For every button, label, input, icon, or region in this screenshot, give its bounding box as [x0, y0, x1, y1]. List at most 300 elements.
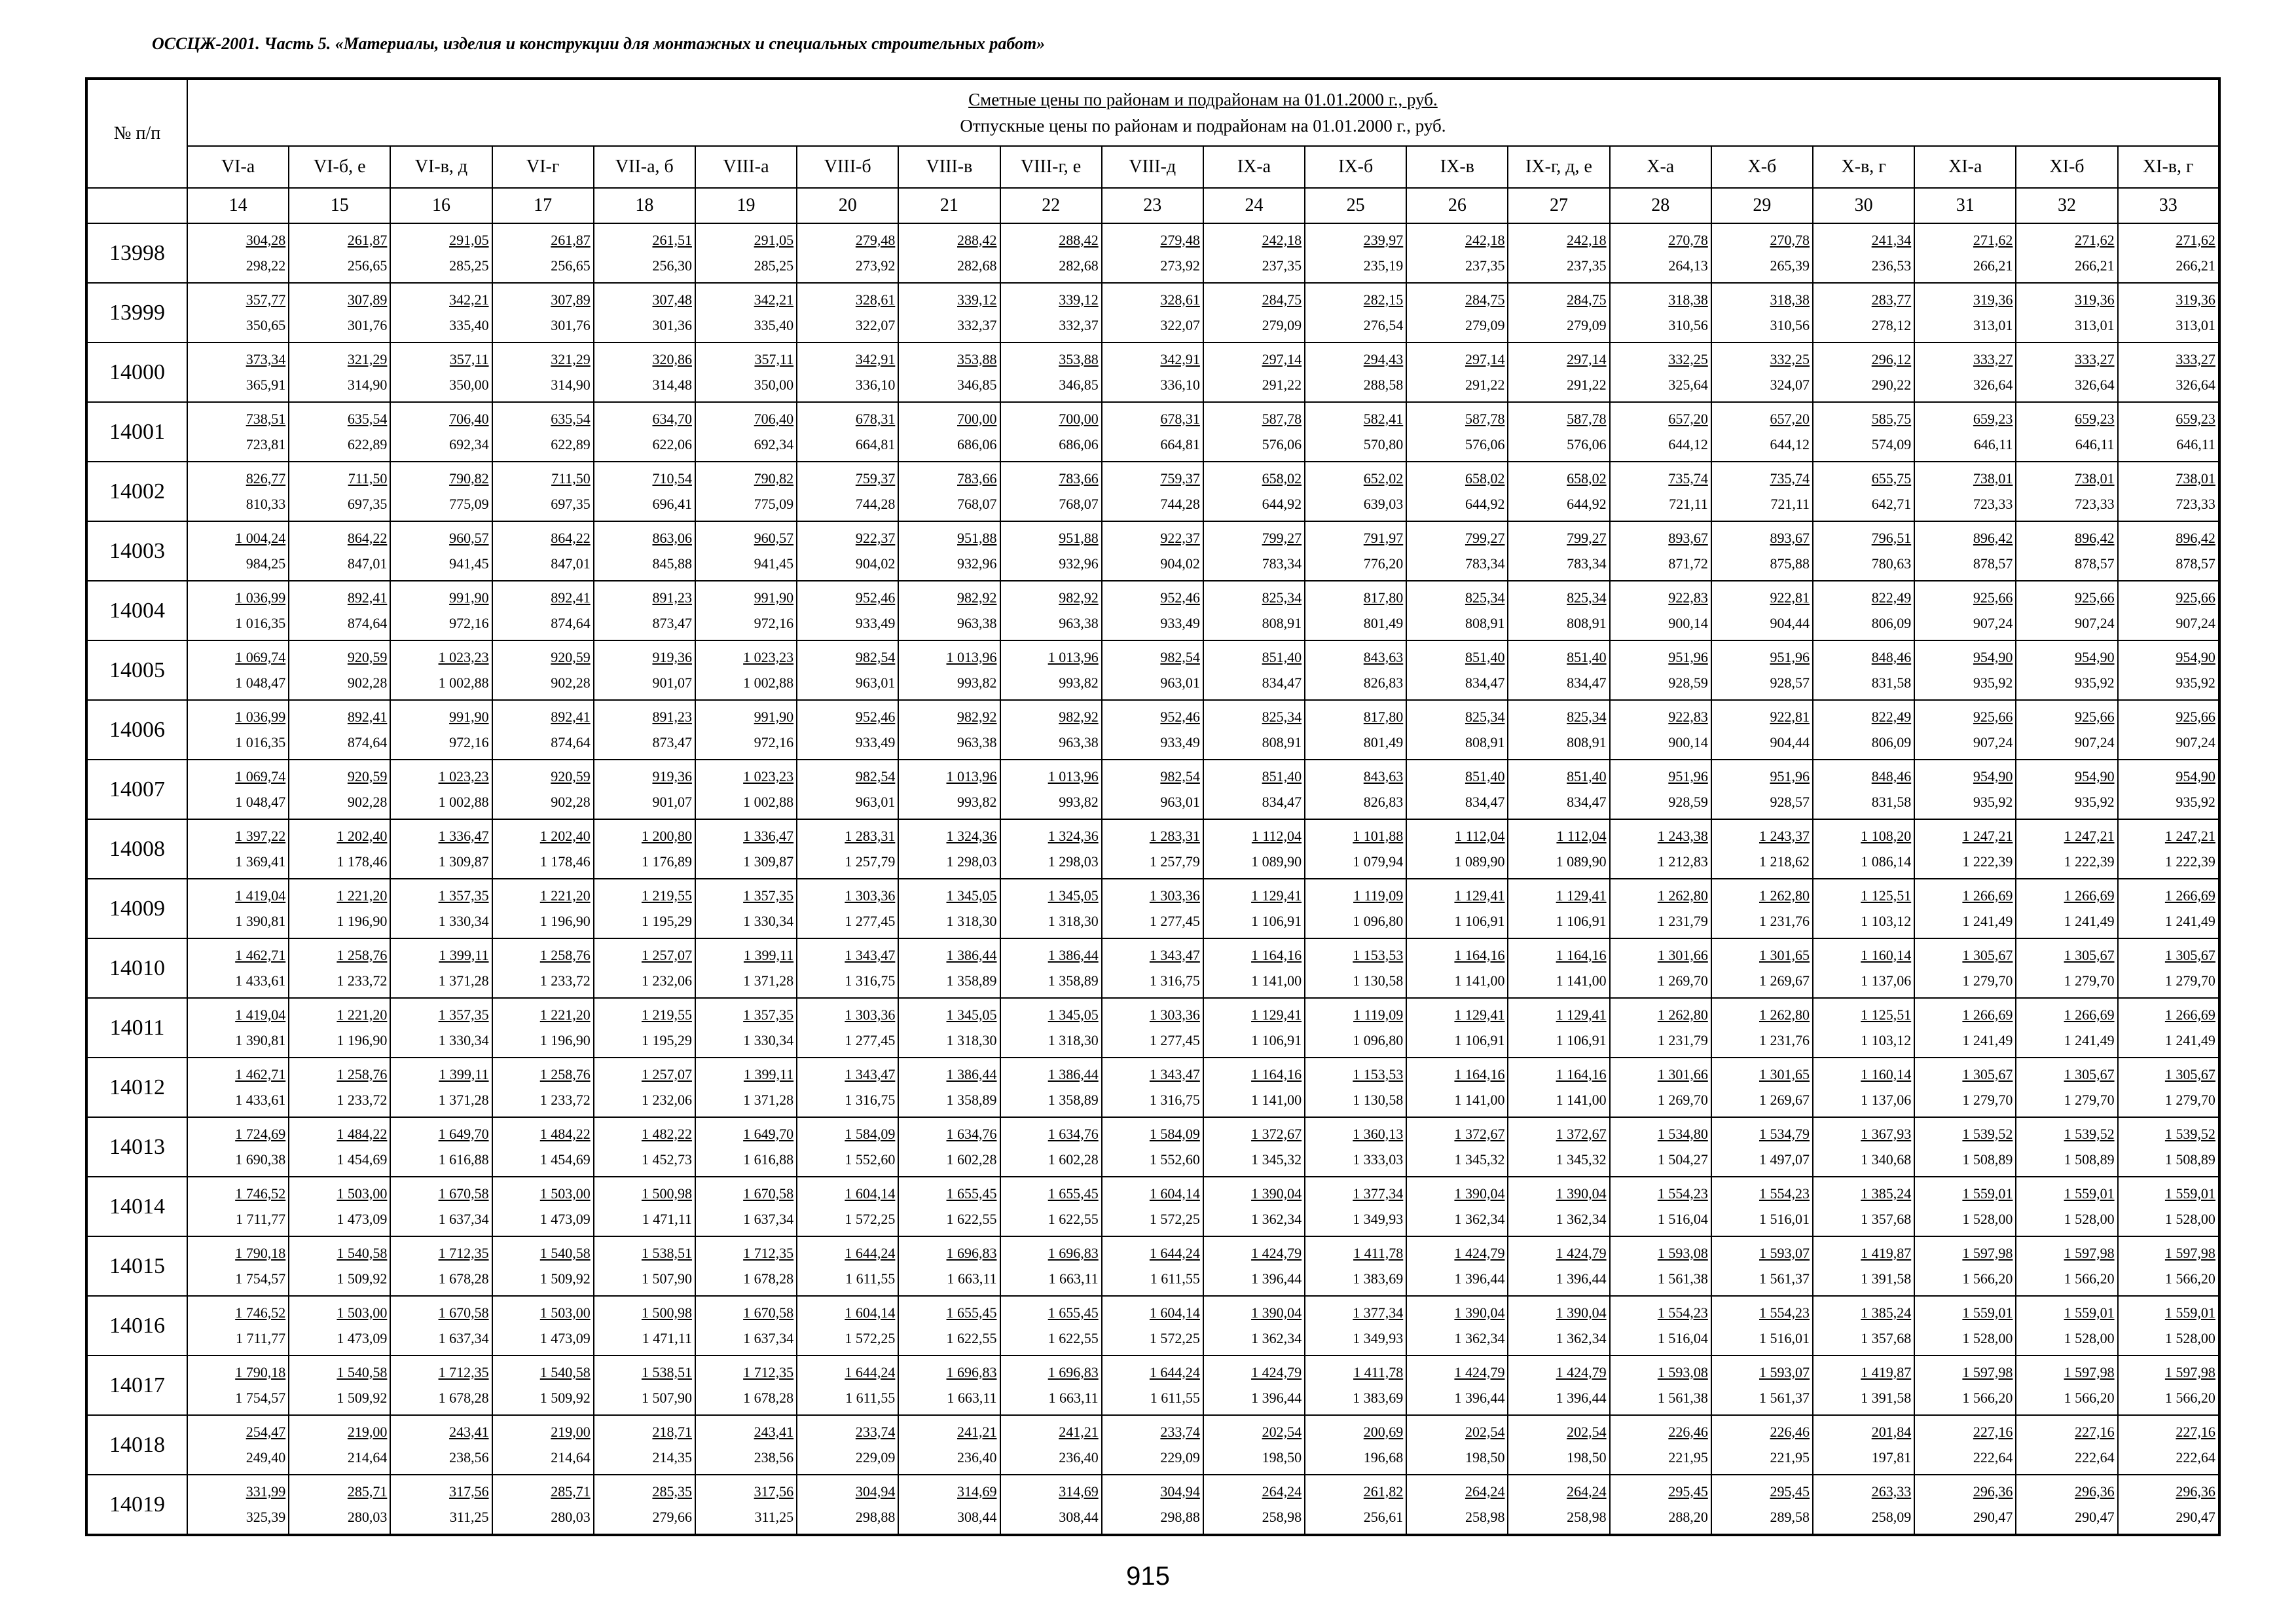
estimate-price: 1 534,80: [1657, 1125, 1708, 1142]
estimate-price: 1 372,67: [1556, 1125, 1607, 1142]
column-number: 16: [390, 188, 492, 223]
release-price: 721,11: [1669, 495, 1708, 512]
price-cell: [1305, 462, 1406, 521]
price-cell: [1610, 521, 1711, 581]
price-cell: [1305, 700, 1406, 760]
release-price: 686,06: [1059, 435, 1099, 452]
release-price: 282,68: [957, 257, 997, 274]
price-table: [85, 77, 2221, 1536]
release-price: 1 566,20: [2064, 1270, 2115, 1287]
estimate-price: 1 411,78: [1353, 1363, 1404, 1380]
release-price: 290,22: [1871, 376, 1912, 393]
price-cell: [1406, 1058, 1508, 1117]
estimate-price: 1 534,79: [1759, 1125, 1810, 1142]
estimate-price: 261,82: [1363, 1483, 1404, 1500]
price-cell: [1914, 1356, 2016, 1415]
price-cell: [1406, 223, 1508, 283]
estimate-price: 1 023,23: [743, 648, 794, 665]
release-price: 871,72: [1668, 555, 1708, 572]
release-price: 972,16: [754, 733, 794, 750]
price-cell: [898, 402, 1000, 462]
estimate-price: 1 385,24: [1861, 1185, 1912, 1202]
price-cell: [1610, 581, 1711, 640]
estimate-price: 1 258,76: [539, 1065, 591, 1082]
estimate-price: 1 266,69: [2164, 887, 2215, 904]
estimate-price: 1 424,79: [1251, 1244, 1302, 1261]
estimate-price: 1 125,51: [1861, 1006, 1912, 1023]
price-cell: [1711, 1117, 1813, 1177]
price-cell: [1203, 819, 1305, 879]
estimate-price: 295,45: [1770, 1483, 1810, 1500]
release-price: 1 106,91: [1556, 912, 1607, 929]
release-price: 780,63: [1871, 555, 1912, 572]
release-price: 1 362,34: [1251, 1210, 1302, 1227]
release-price: 1 371,28: [743, 972, 794, 989]
price-cell: [594, 879, 695, 938]
price-cell: [1203, 342, 1305, 402]
price-cell: [594, 521, 695, 581]
release-price: 236,40: [1059, 1449, 1099, 1466]
region-header: X-в, г: [1813, 146, 1914, 188]
release-price: 1 362,34: [1251, 1329, 1302, 1346]
estimate-price: 1 247,21: [2164, 827, 2215, 844]
estimate-price: 1 696,83: [946, 1363, 997, 1380]
release-price: 1 222,39: [2164, 853, 2215, 870]
release-price: 1 279,70: [2064, 972, 2115, 989]
price-cell: [492, 640, 594, 700]
row-id: 14012: [86, 1058, 187, 1117]
price-cell: [1203, 223, 1305, 283]
price-cell: [1610, 1296, 1711, 1356]
estimate-price: 1 243,37: [1759, 827, 1810, 844]
price-cell: [594, 760, 695, 819]
price-cell: [289, 1356, 390, 1415]
price-cell: [1305, 938, 1406, 998]
estimate-price: 1 604,14: [1149, 1304, 1200, 1321]
estimate-price: 317,56: [449, 1483, 489, 1500]
release-price: 1 497,07: [1759, 1151, 1810, 1168]
estimate-price: 285,71: [347, 1483, 388, 1500]
release-price: 332,37: [957, 316, 997, 333]
price-cell: [1203, 1415, 1305, 1475]
estimate-price: 1 584,09: [1149, 1125, 1200, 1142]
release-price: 1 089,90: [1454, 853, 1505, 870]
estimate-price: 1 554,23: [1657, 1185, 1708, 1202]
release-price: 313,01: [2075, 316, 2115, 333]
estimate-price: 1 036,99: [235, 589, 286, 606]
release-price: 282,68: [1059, 257, 1099, 274]
estimate-price: 1 112,04: [1455, 827, 1505, 844]
release-price: 1 316,75: [845, 972, 896, 989]
estimate-price: 227,16: [2075, 1423, 2115, 1440]
price-cell: [187, 819, 289, 879]
estimate-price: 201,84: [1871, 1423, 1912, 1440]
estimate-price: 284,75: [1465, 291, 1505, 308]
price-cell: [1203, 760, 1305, 819]
estimate-price: 1 336,47: [438, 827, 489, 844]
price-cell: [695, 1117, 797, 1177]
estimate-price: 1 554,23: [1759, 1304, 1810, 1321]
estimate-price: 233,74: [855, 1423, 896, 1440]
price-cell: [695, 1415, 797, 1475]
price-cell: [797, 1117, 898, 1177]
estimate-price: 1 266,69: [1962, 887, 2013, 904]
estimate-price: 304,28: [246, 231, 286, 248]
estimate-price: 339,12: [957, 291, 997, 308]
estimate-price: 1 540,58: [539, 1244, 591, 1261]
price-cell: [1508, 1236, 1609, 1296]
price-cell: [1610, 1475, 1711, 1535]
price-cell: [1000, 879, 1102, 938]
price-cell: [1203, 1177, 1305, 1236]
estimate-price: 1 386,44: [1048, 1065, 1099, 1082]
release-price: 1 454,69: [337, 1151, 388, 1168]
price-cell: [898, 1475, 1000, 1535]
price-cell: [187, 640, 289, 700]
price-cell: [695, 819, 797, 879]
price-cell: [594, 1356, 695, 1415]
release-price: 847,01: [551, 555, 591, 572]
release-price: 847,01: [347, 555, 388, 572]
estimate-price: 321,29: [551, 350, 591, 367]
release-price: 229,09: [1160, 1449, 1200, 1466]
region-header: VIII-г, е: [1000, 146, 1102, 188]
price-cell: [797, 700, 898, 760]
release-price: 1 257,79: [845, 853, 896, 870]
release-price: 935,92: [2176, 793, 2215, 810]
release-price: 874,64: [551, 733, 591, 750]
release-price: 1 358,89: [1048, 1091, 1099, 1108]
price-cell: [187, 938, 289, 998]
column-number: 15: [289, 188, 390, 223]
release-price: 1 358,89: [1048, 972, 1099, 989]
release-price: 288,20: [1668, 1508, 1708, 1525]
release-price: 639,03: [1363, 495, 1404, 512]
estimate-price: 202,54: [1567, 1423, 1607, 1440]
table-title: [187, 79, 2219, 146]
estimate-price: 952,46: [855, 708, 896, 725]
price-cell: [594, 1296, 695, 1356]
estimate-price: 1 385,24: [1861, 1304, 1912, 1321]
price-cell: [492, 819, 594, 879]
estimate-price: 1 013,96: [1048, 767, 1099, 784]
price-cell: [492, 223, 594, 283]
price-cell: [898, 1356, 1000, 1415]
price-cell: [1508, 283, 1609, 342]
price-cell: [695, 1356, 797, 1415]
estimate-price: 1 649,70: [438, 1125, 489, 1142]
estimate-price: 1 503,00: [337, 1304, 388, 1321]
estimate-price: 1 257,07: [641, 1065, 692, 1082]
estimate-price: 1 649,70: [743, 1125, 794, 1142]
price-cell: [390, 223, 492, 283]
table-row: [86, 938, 2219, 998]
estimate-price: 738,01: [2176, 470, 2215, 487]
header-row-regions: [86, 146, 2219, 188]
release-price: 350,00: [449, 376, 489, 393]
row-id: 14013: [86, 1117, 187, 1177]
estimate-price: 1 221,20: [337, 1006, 388, 1023]
estimate-price: 1 559,01: [1962, 1185, 2013, 1202]
estimate-price: 1 399,11: [743, 1065, 794, 1082]
estimate-price: 735,74: [1770, 470, 1810, 487]
price-cell: [695, 1236, 797, 1296]
release-price: 1 340,68: [1861, 1151, 1912, 1168]
price-cell: [492, 1236, 594, 1296]
release-price: 1 330,34: [438, 912, 489, 929]
price-cell: [695, 342, 797, 402]
estimate-price: 678,31: [855, 410, 896, 427]
table-row: [86, 342, 2219, 402]
estimate-price: 261,51: [652, 231, 692, 248]
release-price: 1 318,30: [1048, 1031, 1099, 1048]
price-cell: [1914, 1117, 2016, 1177]
price-cell: [187, 879, 289, 938]
table-row: [86, 1177, 2219, 1236]
estimate-price: 678,31: [1160, 410, 1200, 427]
release-price: 972,16: [449, 614, 489, 631]
price-cell: [1508, 1296, 1609, 1356]
estimate-price: 1 372,67: [1454, 1125, 1505, 1142]
release-price: 298,88: [855, 1508, 896, 1525]
price-cell: [1102, 998, 1203, 1058]
price-cell: [1813, 402, 1914, 462]
price-cell: [1102, 1296, 1203, 1356]
estimate-price: 1 305,67: [2164, 946, 2215, 963]
release-price: 984,25: [246, 555, 286, 572]
estimate-price: 991,90: [754, 589, 794, 606]
price-cell: [898, 1177, 1000, 1236]
release-price: 1 678,28: [438, 1270, 489, 1287]
release-price: 1 566,20: [1962, 1270, 2013, 1287]
release-price: 1 516,01: [1759, 1329, 1810, 1346]
price-cell: [1102, 640, 1203, 700]
release-price: 646,11: [2176, 435, 2215, 452]
price-cell: [797, 1236, 898, 1296]
price-cell: [289, 521, 390, 581]
price-cell: [1610, 1356, 1711, 1415]
price-cell: [289, 938, 390, 998]
estimate-price: 759,37: [855, 470, 896, 487]
price-cell: [1508, 581, 1609, 640]
release-price: 310,56: [1770, 316, 1810, 333]
estimate-price: 1 377,34: [1353, 1304, 1404, 1321]
estimate-price: 261,87: [347, 231, 388, 248]
release-price: 236,53: [1871, 257, 1912, 274]
release-price: 313,01: [2176, 316, 2215, 333]
release-price: 336,10: [1160, 376, 1200, 393]
row-id: 14009: [86, 879, 187, 938]
release-price: 1 195,29: [641, 1031, 692, 1048]
estimate-price: 825,34: [1262, 708, 1302, 725]
estimate-price: 1 258,76: [337, 1065, 388, 1082]
index-header: № п/п: [86, 79, 187, 188]
release-price: 1 231,79: [1657, 1031, 1708, 1048]
estimate-price: 1 129,41: [1454, 887, 1505, 904]
release-price: 1 637,34: [438, 1210, 489, 1227]
release-price: 963,38: [957, 614, 997, 631]
estimate-price: 1 164,16: [1556, 946, 1607, 963]
release-price: 310,56: [1668, 316, 1708, 333]
price-cell: [1305, 1117, 1406, 1177]
estimate-price: 635,54: [551, 410, 591, 427]
price-cell: [594, 1236, 695, 1296]
estimate-price: 1 343,47: [845, 946, 896, 963]
estimate-price: 952,46: [855, 589, 896, 606]
release-price: 801,49: [1363, 614, 1404, 631]
release-price: 1 232,06: [641, 972, 692, 989]
release-price: 1 362,34: [1454, 1210, 1505, 1227]
estimate-price: 659,23: [1973, 410, 2013, 427]
price-cell: [1406, 640, 1508, 700]
price-cell: [594, 998, 695, 1058]
price-cell: [1203, 1356, 1305, 1415]
release-price: 1 349,93: [1353, 1329, 1404, 1346]
price-cell: [1305, 581, 1406, 640]
price-cell: [2118, 1356, 2219, 1415]
estimate-price: 296,12: [1871, 350, 1912, 367]
price-cell: [1914, 640, 2016, 700]
price-cell: [2118, 998, 2219, 1058]
estimate-price: 1 372,67: [1251, 1125, 1302, 1142]
estimate-price: 321,29: [347, 350, 388, 367]
price-cell: [2118, 938, 2219, 998]
release-price: 904,44: [1770, 733, 1810, 750]
release-price: 831,58: [1871, 793, 1912, 810]
estimate-price: 1 262,80: [1759, 887, 1810, 904]
price-cell: [594, 640, 695, 700]
estimate-price: 1 644,24: [845, 1244, 896, 1261]
estimate-price: 851,40: [1465, 648, 1505, 665]
release-price: 1 561,38: [1657, 1270, 1708, 1287]
release-price: 1 330,34: [438, 1031, 489, 1048]
release-price: 808,91: [1567, 614, 1607, 631]
release-price: 901,07: [652, 674, 692, 691]
price-cell: [2016, 879, 2117, 938]
release-price: 350,00: [754, 376, 794, 393]
price-cell: [1406, 1475, 1508, 1535]
release-price: 933,49: [855, 614, 896, 631]
estimate-price: 1 129,41: [1454, 1006, 1505, 1023]
price-cell: [492, 462, 594, 521]
estimate-price: 1 108,20: [1861, 827, 1912, 844]
price-cell: [1102, 462, 1203, 521]
column-number: 23: [1102, 188, 1203, 223]
estimate-price: 843,63: [1363, 767, 1404, 784]
price-cell: [1305, 402, 1406, 462]
price-cell: [797, 879, 898, 938]
price-cell: [1203, 879, 1305, 938]
price-cell: [2016, 1177, 2117, 1236]
estimate-price: 982,54: [855, 767, 896, 784]
region-header: X-а: [1610, 146, 1711, 188]
release-price: 279,09: [1262, 316, 1302, 333]
estimate-price: 951,96: [1770, 767, 1810, 784]
release-price: 570,80: [1363, 435, 1404, 452]
release-price: 1 507,90: [641, 1270, 692, 1287]
price-cell: [1203, 283, 1305, 342]
column-number: 22: [1000, 188, 1102, 223]
release-price: 1 241,49: [1962, 912, 2013, 929]
price-cell: [1610, 223, 1711, 283]
release-price: 279,09: [1567, 316, 1607, 333]
price-cell: [695, 998, 797, 1058]
release-price: 1 096,80: [1353, 1031, 1404, 1048]
price-cell: [1610, 1236, 1711, 1296]
release-price: 1 528,00: [1962, 1329, 2013, 1346]
estimate-price: 314,69: [1059, 1483, 1099, 1500]
document-header: ОССЦЖ-2001. Часть 5. «Материалы, изделия и конструкции для монтажных и специальных строительных работ»: [152, 34, 1046, 53]
release-price: 642,71: [1871, 495, 1912, 512]
release-price: 1 663,11: [947, 1270, 997, 1287]
estimate-price: 1 303,36: [1149, 1006, 1200, 1023]
release-price: 1 233,72: [337, 972, 388, 989]
estimate-price: 711,50: [348, 470, 388, 487]
region-header: VIII-в: [898, 146, 1000, 188]
release-price: 900,14: [1668, 733, 1708, 750]
price-cell: [898, 1296, 1000, 1356]
release-price: 1 279,70: [2164, 1091, 2215, 1108]
estimate-price: 954,90: [2176, 648, 2215, 665]
price-cell: [898, 998, 1000, 1058]
price-cell: [797, 283, 898, 342]
price-cell: [1711, 581, 1813, 640]
estimate-price: 1 202,40: [539, 827, 591, 844]
price-cell: [1406, 1177, 1508, 1236]
release-price: 723,33: [1973, 495, 2013, 512]
price-cell: [1406, 283, 1508, 342]
price-cell: [594, 819, 695, 879]
release-price: 1 572,25: [845, 1210, 896, 1227]
release-price: 1 277,45: [1149, 912, 1200, 929]
release-price: 1 333,03: [1353, 1151, 1404, 1168]
release-price: 266,21: [2176, 257, 2215, 274]
release-price: 1 141,00: [1454, 1091, 1505, 1108]
estimate-price: 1 593,07: [1759, 1363, 1810, 1380]
estimate-price: 1 644,24: [845, 1363, 896, 1380]
release-price: 776,20: [1363, 555, 1404, 572]
column-number: 32: [2016, 188, 2117, 223]
price-cell: [1813, 1236, 1914, 1296]
price-cell: [695, 640, 797, 700]
release-price: 723,33: [2176, 495, 2215, 512]
price-cell: [2016, 462, 2117, 521]
estimate-price: 1 357,35: [743, 887, 794, 904]
estimate-price: 1 386,44: [946, 1065, 997, 1082]
release-price: 238,56: [449, 1449, 489, 1466]
price-cell: [2118, 342, 2219, 402]
release-price: 1 316,75: [1149, 1091, 1200, 1108]
price-cell: [1305, 521, 1406, 581]
price-cell: [797, 819, 898, 879]
release-price: 1 349,93: [1353, 1210, 1404, 1227]
estimate-price: 1 655,45: [1048, 1304, 1099, 1321]
estimate-price: 922,83: [1668, 708, 1708, 725]
price-cell: [695, 581, 797, 640]
estimate-price: 925,66: [1973, 589, 2013, 606]
price-cell: [1000, 402, 1102, 462]
release-price: 1 509,92: [539, 1270, 591, 1287]
price-cell: [898, 1236, 1000, 1296]
estimate-price: 919,36: [652, 767, 692, 784]
price-cell: [1711, 402, 1813, 462]
estimate-price: 655,75: [1871, 470, 1912, 487]
price-cell: [1406, 1356, 1508, 1415]
estimate-price: 1 164,16: [1251, 1065, 1302, 1082]
release-price: 744,28: [855, 495, 896, 512]
estimate-price: 1 503,00: [539, 1185, 591, 1202]
price-cell: [695, 938, 797, 998]
